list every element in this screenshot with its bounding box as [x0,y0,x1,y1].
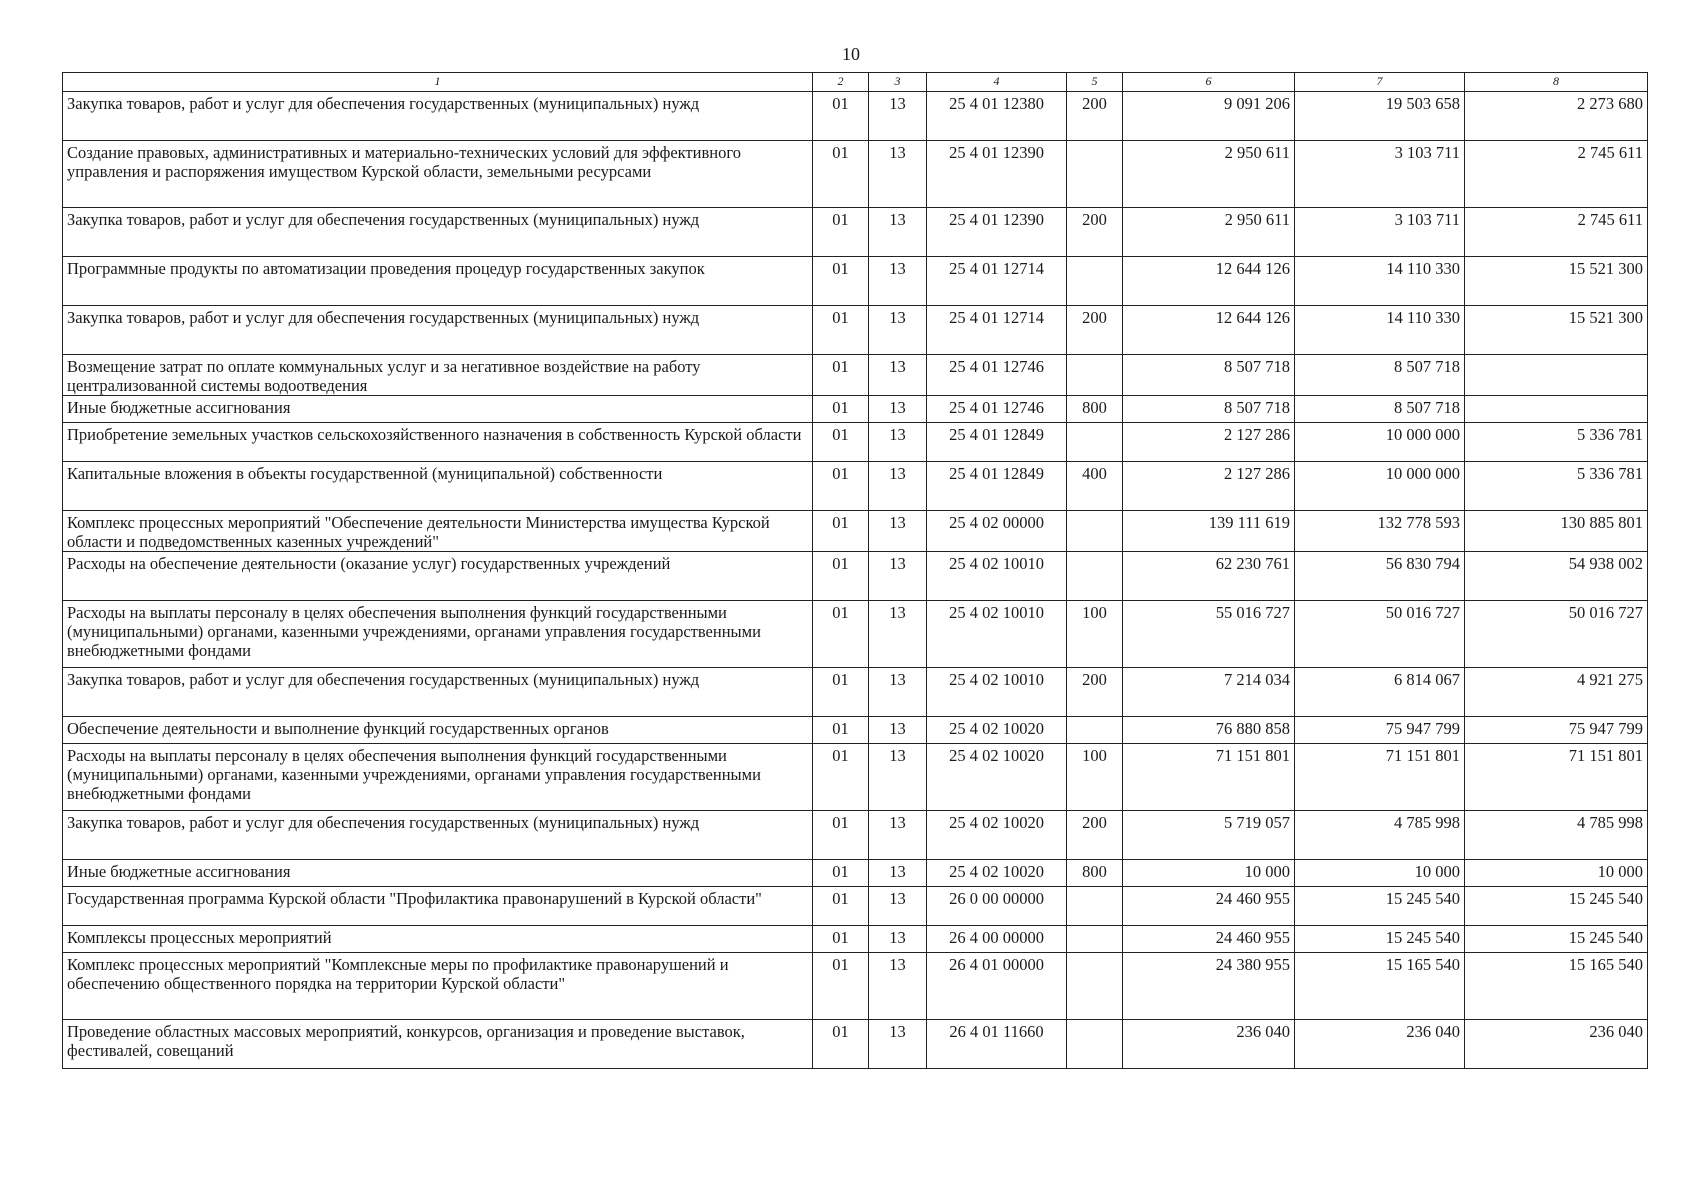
table-row [63,887,1648,926]
row-amount-col8: 5 336 781 [1465,462,1648,511]
row-name: Закупка товаров, работ и услуг для обеспечения государственных (муниципальных) нужд [63,668,813,717]
row-target-article: 26 4 01 00000 [927,953,1067,1020]
column-header: 6 [1123,73,1295,92]
row-target-article: 25 4 01 12390 [927,141,1067,208]
row-section: 01 [813,953,869,1020]
row-amount-col7: 10 000 [1295,860,1465,887]
row-expense-type [1067,717,1123,744]
row-expense-type [1067,511,1123,552]
row-name: Расходы на выплаты персоналу в целях обеспечения выполнения функций государственными (муниципальными) органами, казенными учреждениями, органами управления государственными внебюджетными фондами [63,601,813,668]
row-amount-col6: 8 507 718 [1123,396,1295,423]
row-amount-col8: 50 016 727 [1465,601,1648,668]
table-row [63,953,1648,1020]
row-target-article: 25 4 02 10010 [927,552,1067,601]
row-name: Закупка товаров, работ и услуг для обеспечения государственных (муниципальных) нужд [63,92,813,141]
row-section: 01 [813,744,869,811]
row-target-article: 25 4 01 12714 [927,257,1067,306]
row-subsection: 13 [869,462,927,511]
row-target-article: 26 0 00 00000 [927,887,1067,926]
row-name: Приобретение земельных участков сельскохозяйственного назначения в собственность Курской области [63,423,813,462]
row-subsection: 13 [869,744,927,811]
row-target-article: 25 4 02 00000 [927,511,1067,552]
table-row [63,306,1648,355]
row-amount-col6: 12 644 126 [1123,257,1295,306]
row-expense-type [1067,1020,1123,1069]
row-amount-col8: 236 040 [1465,1020,1648,1069]
row-amount-col8: 4 785 998 [1465,811,1648,860]
row-name: Иные бюджетные ассигнования [63,396,813,423]
table-row [63,423,1648,462]
row-name: Комплекс процессных мероприятий "Комплексные меры по профилактике правонарушений и обеспечению общественного порядка на территории Курской области" [63,953,813,1020]
table-row [63,462,1648,511]
row-name: Расходы на обеспечение деятельности (оказание услуг) государственных учреждений [63,552,813,601]
row-amount-col6: 236 040 [1123,1020,1295,1069]
table-row [63,355,1648,396]
row-subsection: 13 [869,860,927,887]
row-amount-col8: 10 000 [1465,860,1648,887]
table-row [63,511,1648,552]
row-amount-col8: 2 273 680 [1465,92,1648,141]
row-section: 01 [813,860,869,887]
row-name: Иные бюджетные ассигнования [63,860,813,887]
row-amount-col7: 15 165 540 [1295,953,1465,1020]
row-name: Проведение областных массовых мероприятий, конкурсов, организация и проведение выставок, фестивалей, совещаний [63,1020,813,1069]
row-target-article: 25 4 02 10020 [927,717,1067,744]
page-number: 10 [842,44,860,64]
row-section: 01 [813,306,869,355]
row-section: 01 [813,511,869,552]
row-expense-type: 100 [1067,744,1123,811]
budget-table [62,72,1648,1069]
row-target-article: 25 4 02 10020 [927,744,1067,811]
row-subsection: 13 [869,1020,927,1069]
row-amount-col7: 8 507 718 [1295,355,1465,396]
row-expense-type [1067,887,1123,926]
row-subsection: 13 [869,668,927,717]
row-name: Расходы на выплаты персоналу в целях обеспечения выполнения функций государственными (муниципальными) органами, казенными учреждениями, органами управления государственными внебюджетными фондами [63,744,813,811]
row-amount-col8: 5 336 781 [1465,423,1648,462]
row-subsection: 13 [869,355,927,396]
row-subsection: 13 [869,208,927,257]
row-amount-col7: 19 503 658 [1295,92,1465,141]
row-amount-col6: 9 091 206 [1123,92,1295,141]
row-name: Программные продукты по автоматизации проведения процедур государственных закупок [63,257,813,306]
row-target-article: 25 4 01 12849 [927,462,1067,511]
column-header: 8 [1465,73,1648,92]
row-amount-col6: 24 460 955 [1123,926,1295,953]
row-amount-col7: 75 947 799 [1295,717,1465,744]
row-expense-type: 200 [1067,811,1123,860]
row-section: 01 [813,926,869,953]
row-amount-col8: 15 521 300 [1465,306,1648,355]
row-target-article: 25 4 02 10010 [927,668,1067,717]
row-expense-type: 200 [1067,306,1123,355]
table-row [63,811,1648,860]
row-target-article: 25 4 02 10020 [927,860,1067,887]
row-amount-col6: 24 460 955 [1123,887,1295,926]
table-row [63,860,1648,887]
row-amount-col6: 5 719 057 [1123,811,1295,860]
column-header: 3 [869,73,927,92]
row-expense-type: 400 [1067,462,1123,511]
row-subsection: 13 [869,887,927,926]
row-section: 01 [813,141,869,208]
table-row [63,601,1648,668]
row-target-article: 26 4 00 00000 [927,926,1067,953]
row-expense-type: 800 [1067,860,1123,887]
row-section: 01 [813,552,869,601]
row-amount-col6: 2 127 286 [1123,462,1295,511]
column-header: 1 [63,73,813,92]
row-section: 01 [813,462,869,511]
row-target-article: 25 4 01 12390 [927,208,1067,257]
row-amount-col7: 56 830 794 [1295,552,1465,601]
row-subsection: 13 [869,717,927,744]
table-row [63,257,1648,306]
row-subsection: 13 [869,141,927,208]
row-target-article: 25 4 01 12746 [927,355,1067,396]
row-expense-type [1067,141,1123,208]
row-amount-col6: 2 950 611 [1123,141,1295,208]
row-amount-col6: 7 214 034 [1123,668,1295,717]
row-amount-col8: 2 745 611 [1465,141,1648,208]
table-row [63,717,1648,744]
row-name: Создание правовых, административных и материально-технических условий для эффективного управления и распоряжения имуществом Курской области, земельными ресурсами [63,141,813,208]
row-subsection: 13 [869,396,927,423]
row-amount-col7: 71 151 801 [1295,744,1465,811]
row-amount-col7: 15 245 540 [1295,926,1465,953]
row-name: Закупка товаров, работ и услуг для обеспечения государственных (муниципальных) нужд [63,208,813,257]
row-subsection: 13 [869,423,927,462]
row-section: 01 [813,1020,869,1069]
row-amount-col8 [1465,396,1648,423]
row-amount-col8: 2 745 611 [1465,208,1648,257]
row-subsection: 13 [869,511,927,552]
row-section: 01 [813,811,869,860]
row-name: Обеспечение деятельности и выполнение функций государственных органов [63,717,813,744]
column-header: 5 [1067,73,1123,92]
row-expense-type [1067,423,1123,462]
row-expense-type: 200 [1067,92,1123,141]
row-expense-type: 200 [1067,668,1123,717]
row-amount-col8 [1465,355,1648,396]
row-subsection: 13 [869,306,927,355]
row-section: 01 [813,423,869,462]
row-amount-col6: 76 880 858 [1123,717,1295,744]
table-row [63,396,1648,423]
table-row [63,668,1648,717]
row-target-article: 25 4 02 10020 [927,811,1067,860]
row-amount-col7: 8 507 718 [1295,396,1465,423]
row-amount-col8: 15 245 540 [1465,926,1648,953]
row-amount-col6: 139 111 619 [1123,511,1295,552]
row-amount-col6: 2 127 286 [1123,423,1295,462]
row-amount-col6: 10 000 [1123,860,1295,887]
row-name: Возмещение затрат по оплате коммунальных услуг и за негативное воздействие на работу централизованной системы водоотведения [63,355,813,396]
table-row [63,1020,1648,1069]
row-target-article: 25 4 01 12380 [927,92,1067,141]
row-amount-col8: 15 165 540 [1465,953,1648,1020]
row-amount-col7: 14 110 330 [1295,257,1465,306]
table-row [63,552,1648,601]
row-section: 01 [813,887,869,926]
row-amount-col7: 3 103 711 [1295,208,1465,257]
column-header: 7 [1295,73,1465,92]
row-expense-type: 800 [1067,396,1123,423]
row-amount-col6: 8 507 718 [1123,355,1295,396]
row-subsection: 13 [869,953,927,1020]
row-subsection: 13 [869,552,927,601]
row-amount-col7: 10 000 000 [1295,423,1465,462]
row-expense-type [1067,552,1123,601]
row-amount-col6: 2 950 611 [1123,208,1295,257]
row-target-article: 25 4 01 12714 [927,306,1067,355]
row-amount-col8: 15 521 300 [1465,257,1648,306]
header-row [63,73,1648,92]
row-amount-col7: 50 016 727 [1295,601,1465,668]
row-expense-type: 100 [1067,601,1123,668]
row-subsection: 13 [869,257,927,306]
row-name: Комплекс процессных мероприятий "Обеспечение деятельности Министерства имущества Курской области и подведомственных казенных учреждений" [63,511,813,552]
row-amount-col8: 71 151 801 [1465,744,1648,811]
row-section: 01 [813,257,869,306]
table-row [63,92,1648,141]
row-name: Закупка товаров, работ и услуг для обеспечения государственных (муниципальных) нужд [63,811,813,860]
row-amount-col6: 24 380 955 [1123,953,1295,1020]
row-amount-col8: 4 921 275 [1465,668,1648,717]
row-amount-col6: 12 644 126 [1123,306,1295,355]
row-amount-col6: 55 016 727 [1123,601,1295,668]
row-section: 01 [813,717,869,744]
column-header: 4 [927,73,1067,92]
row-name: Государственная программа Курской области "Профилактика правонарушений в Курской области" [63,887,813,926]
row-subsection: 13 [869,92,927,141]
row-section: 01 [813,396,869,423]
row-expense-type: 200 [1067,208,1123,257]
row-section: 01 [813,601,869,668]
row-name: Закупка товаров, работ и услуг для обеспечения государственных (муниципальных) нужд [63,306,813,355]
row-target-article: 25 4 01 12746 [927,396,1067,423]
row-expense-type [1067,257,1123,306]
row-section: 01 [813,92,869,141]
table-row [63,926,1648,953]
row-amount-col7: 132 778 593 [1295,511,1465,552]
row-name: Капитальные вложения в объекты государственной (муниципальной) собственности [63,462,813,511]
row-amount-col7: 4 785 998 [1295,811,1465,860]
row-amount-col8: 54 938 002 [1465,552,1648,601]
row-expense-type [1067,953,1123,1020]
row-amount-col7: 14 110 330 [1295,306,1465,355]
row-amount-col7: 6 814 067 [1295,668,1465,717]
row-subsection: 13 [869,811,927,860]
table-row [63,208,1648,257]
row-amount-col6: 62 230 761 [1123,552,1295,601]
table-row [63,744,1648,811]
row-amount-col8: 15 245 540 [1465,887,1648,926]
column-header: 2 [813,73,869,92]
row-amount-col6: 71 151 801 [1123,744,1295,811]
row-amount-col7: 10 000 000 [1295,462,1465,511]
row-name: Комплексы процессных мероприятий [63,926,813,953]
row-amount-col8: 130 885 801 [1465,511,1648,552]
row-expense-type [1067,926,1123,953]
row-amount-col7: 3 103 711 [1295,141,1465,208]
row-target-article: 26 4 01 11660 [927,1020,1067,1069]
row-amount-col7: 236 040 [1295,1020,1465,1069]
row-subsection: 13 [869,926,927,953]
row-amount-col7: 15 245 540 [1295,887,1465,926]
row-target-article: 25 4 02 10010 [927,601,1067,668]
table-row [63,141,1648,208]
row-expense-type [1067,355,1123,396]
row-section: 01 [813,355,869,396]
row-subsection: 13 [869,601,927,668]
row-target-article: 25 4 01 12849 [927,423,1067,462]
row-amount-col8: 75 947 799 [1465,717,1648,744]
row-section: 01 [813,668,869,717]
row-section: 01 [813,208,869,257]
